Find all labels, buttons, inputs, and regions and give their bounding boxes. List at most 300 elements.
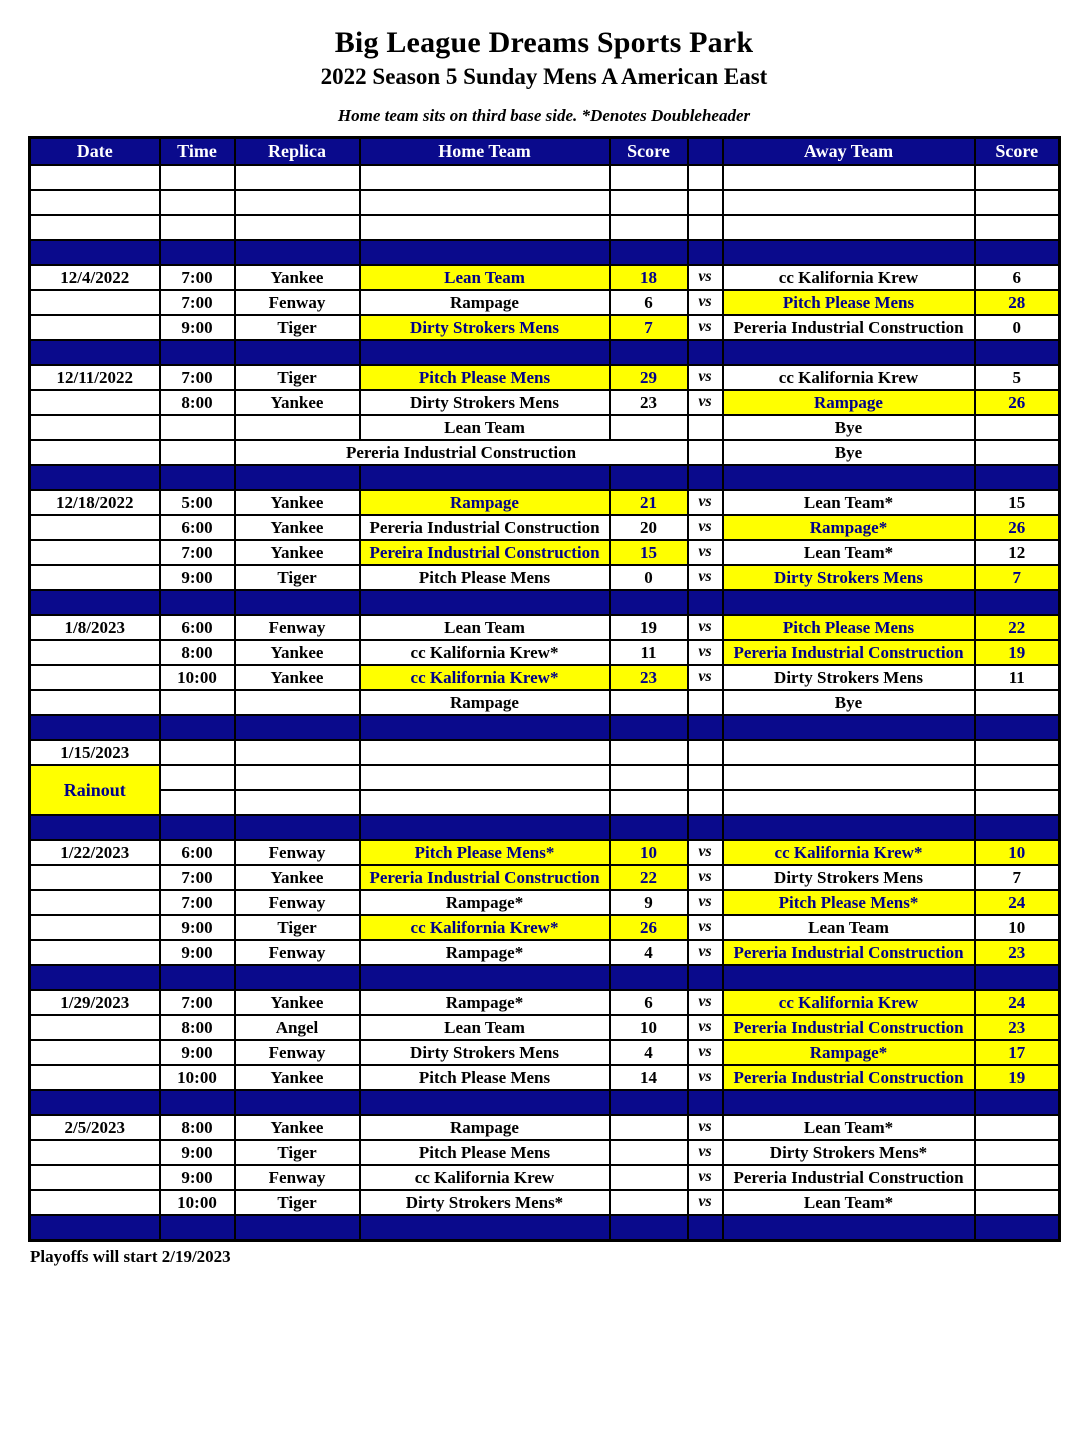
away-team-cell: Pereria Industrial Construction [723, 640, 975, 665]
separator-cell [610, 965, 688, 990]
date-cell [30, 565, 160, 590]
time-cell: 9:00 [160, 315, 235, 340]
table-row [30, 440, 1060, 465]
away-score-cell: 19 [975, 1065, 1060, 1090]
away-team-cell: Lean Team* [723, 540, 975, 565]
away-score-cell: 11 [975, 665, 1060, 690]
replica-cell: Tiger [235, 315, 360, 340]
separator-cell [30, 590, 160, 615]
replica-cell: Yankee [235, 390, 360, 415]
table-row [30, 1065, 1060, 1090]
replica-cell: Tiger [235, 915, 360, 940]
away-score-cell: 24 [975, 890, 1060, 915]
vs-cell: vs [688, 515, 723, 540]
table-row [30, 365, 1060, 390]
time-cell: 7:00 [160, 265, 235, 290]
separator-cell [360, 240, 610, 265]
home-score-cell: 10 [610, 840, 688, 865]
separator-cell [723, 465, 975, 490]
separator-cell [688, 1090, 723, 1115]
empty-cell [975, 765, 1060, 790]
home-score-cell: 6 [610, 990, 688, 1015]
vs-cell: vs [688, 1190, 723, 1215]
home-team-cell: Pereira Industrial Construction [360, 540, 610, 565]
time-cell: 7:00 [160, 540, 235, 565]
vs-cell [688, 740, 723, 765]
separator-cell [975, 1090, 1060, 1115]
away-score-cell: 5 [975, 365, 1060, 390]
table-row [30, 540, 1060, 565]
home-score-cell: 11 [610, 640, 688, 665]
home-score-cell [610, 1165, 688, 1190]
table-header-row [30, 138, 1060, 166]
separator-cell [160, 715, 235, 740]
vs-cell: vs [688, 390, 723, 415]
table-row [30, 915, 1060, 940]
vs-cell: vs [688, 1165, 723, 1190]
date-cell [30, 315, 160, 340]
away-score-cell: 17 [975, 1040, 1060, 1065]
home-score-cell: 20 [610, 515, 688, 540]
empty-cell [723, 790, 975, 815]
table-row [30, 790, 1060, 815]
column-header-score: Score [975, 138, 1060, 166]
table-row [30, 640, 1060, 665]
vs-cell: vs [688, 940, 723, 965]
home-score-cell: 7 [610, 315, 688, 340]
away-score-cell: 7 [975, 865, 1060, 890]
replica-cell: Yankee [235, 990, 360, 1015]
table-row [30, 565, 1060, 590]
time-cell: 9:00 [160, 915, 235, 940]
home-team-cell: Rampage [360, 1115, 610, 1140]
separator-cell [235, 965, 360, 990]
vs-cell: vs [688, 640, 723, 665]
time-cell: 7:00 [160, 290, 235, 315]
separator-cell [160, 965, 235, 990]
vs-cell: vs [688, 565, 723, 590]
empty-cell [610, 790, 688, 815]
date-cell: 12/11/2022 [30, 365, 160, 390]
table-row [30, 340, 1060, 365]
home-team-cell: cc Kalifornia Krew* [360, 640, 610, 665]
home-score-cell [610, 1140, 688, 1165]
time-cell: 9:00 [160, 940, 235, 965]
table-row [30, 1090, 1060, 1115]
table-row [30, 1015, 1060, 1040]
empty-cell [160, 765, 235, 790]
vs-cell: vs [688, 265, 723, 290]
home-team-cell: Dirty Strokers Mens [360, 1040, 610, 1065]
separator-cell [723, 965, 975, 990]
time-cell: 9:00 [160, 565, 235, 590]
vs-cell: vs [688, 615, 723, 640]
home-team-cell [360, 215, 610, 240]
home-team-cell: Rampage* [360, 990, 610, 1015]
away-score-cell: 7 [975, 565, 1060, 590]
time-cell: 9:00 [160, 1040, 235, 1065]
away-team-cell: cc Kalifornia Krew [723, 265, 975, 290]
away-score-cell: 10 [975, 915, 1060, 940]
vs-cell: vs [688, 915, 723, 940]
table-row [30, 165, 1060, 190]
column-header-date: Date [30, 138, 160, 166]
date-cell [30, 890, 160, 915]
table-row [30, 190, 1060, 215]
vs-cell: vs [688, 990, 723, 1015]
separator-cell [235, 715, 360, 740]
table-row [30, 1215, 1060, 1241]
away-score-cell: 15 [975, 490, 1060, 515]
table-row [30, 290, 1060, 315]
away-score-cell: 26 [975, 515, 1060, 540]
time-cell [160, 440, 235, 465]
replica-cell [235, 190, 360, 215]
separator-cell [235, 590, 360, 615]
home-team-cell [360, 190, 610, 215]
away-score-cell [975, 1140, 1060, 1165]
time-cell [160, 690, 235, 715]
time-cell: 8:00 [160, 1115, 235, 1140]
away-team-cell [723, 190, 975, 215]
time-cell: 7:00 [160, 890, 235, 915]
table-row [30, 765, 1060, 790]
time-cell: 6:00 [160, 615, 235, 640]
separator-cell [688, 715, 723, 740]
separator-cell [723, 715, 975, 740]
vs-cell: vs [688, 540, 723, 565]
home-team-cell: Lean Team [360, 265, 610, 290]
page-title: Big League Dreams Sports Park [334, 26, 754, 59]
vs-cell: vs [688, 290, 723, 315]
replica-cell: Fenway [235, 615, 360, 640]
vs-cell [688, 190, 723, 215]
separator-cell [235, 240, 360, 265]
home-score-cell [610, 215, 688, 240]
date-cell: 1/22/2023 [30, 840, 160, 865]
replica-cell [235, 415, 360, 440]
empty-cell [360, 765, 610, 790]
separator-cell [975, 715, 1060, 740]
separator-cell [975, 965, 1060, 990]
vs-cell: vs [688, 1065, 723, 1090]
table-row [30, 590, 1060, 615]
schedule-table [28, 136, 1061, 1242]
empty-cell [360, 790, 610, 815]
time-cell: 7:00 [160, 990, 235, 1015]
home-team-cell: Lean Team [360, 1015, 610, 1040]
date-cell [30, 665, 160, 690]
away-team-cell [723, 215, 975, 240]
home-score-cell: 23 [610, 390, 688, 415]
vs-cell: vs [688, 890, 723, 915]
empty-cell [235, 765, 360, 790]
home-team-cell: Dirty Strokers Mens [360, 315, 610, 340]
away-score-cell [975, 190, 1060, 215]
time-cell: 6:00 [160, 515, 235, 540]
separator-cell [160, 340, 235, 365]
time-cell: 10:00 [160, 665, 235, 690]
away-team-cell: Pereria Industrial Construction [723, 315, 975, 340]
separator-cell [30, 240, 160, 265]
home-score-cell: 18 [610, 265, 688, 290]
table-row [30, 715, 1060, 740]
away-score-cell: 12 [975, 540, 1060, 565]
replica-cell: Fenway [235, 890, 360, 915]
replica-cell [235, 690, 360, 715]
away-score-cell: 6 [975, 265, 1060, 290]
home-score-cell [610, 1115, 688, 1140]
time-cell [160, 215, 235, 240]
date-cell: 1/8/2023 [30, 615, 160, 640]
separator-cell [360, 590, 610, 615]
away-score-cell [975, 1190, 1060, 1215]
separator-cell [160, 240, 235, 265]
separator-cell [688, 1215, 723, 1241]
table-row [30, 1040, 1060, 1065]
table-row [30, 865, 1060, 890]
home-score-cell: 22 [610, 865, 688, 890]
separator-cell [723, 815, 975, 840]
time-cell: 5:00 [160, 490, 235, 515]
away-team-cell: Lean Team* [723, 1190, 975, 1215]
date-cell [30, 290, 160, 315]
table-row [30, 740, 1060, 765]
column-header-away-team: Away Team [723, 138, 975, 166]
table-row [30, 990, 1060, 1015]
playoffs-note: Playoffs will start 2/19/2023 [30, 1247, 231, 1266]
replica-cell: Yankee [235, 490, 360, 515]
separator-cell [160, 590, 235, 615]
away-score-cell [975, 1115, 1060, 1140]
vs-cell: vs [688, 365, 723, 390]
separator-cell [688, 340, 723, 365]
home-team-cell: Dirty Strokers Mens* [360, 1190, 610, 1215]
away-team-cell: cc Kalifornia Krew [723, 365, 975, 390]
away-team-cell: Rampage* [723, 515, 975, 540]
separator-cell [160, 815, 235, 840]
date-cell [30, 915, 160, 940]
home-team-cell: Rampage [360, 690, 610, 715]
away-score-cell [975, 440, 1060, 465]
date-cell [30, 390, 160, 415]
replica-cell: Tiger [235, 365, 360, 390]
date-cell [30, 215, 160, 240]
away-team-cell: Rampage [723, 390, 975, 415]
separator-cell [360, 465, 610, 490]
replica-cell: Angel [235, 1015, 360, 1040]
home-team-cell: cc Kalifornia Krew* [360, 665, 610, 690]
table-row [30, 515, 1060, 540]
separator-cell [30, 1215, 160, 1241]
separator-cell [235, 1215, 360, 1241]
time-cell: 10:00 [160, 1190, 235, 1215]
vs-cell: vs [688, 1140, 723, 1165]
separator-cell [360, 815, 610, 840]
replica-cell [235, 165, 360, 190]
vs-cell [688, 165, 723, 190]
replica-cell: Fenway [235, 290, 360, 315]
table-row [30, 965, 1060, 990]
time-cell: 8:00 [160, 390, 235, 415]
away-team-cell: Pereria Industrial Construction [723, 1165, 975, 1190]
replica-cell [235, 215, 360, 240]
time-cell: 8:00 [160, 640, 235, 665]
separator-cell [610, 590, 688, 615]
away-team-cell: Pitch Please Mens [723, 615, 975, 640]
separator-cell [975, 240, 1060, 265]
column-header-home-team: Home Team [360, 138, 610, 166]
date-cell: 2/5/2023 [30, 1115, 160, 1140]
home-score-cell [610, 190, 688, 215]
separator-cell [723, 1090, 975, 1115]
replica-cell: Yankee [235, 540, 360, 565]
time-cell [160, 740, 235, 765]
replica-cell [235, 740, 360, 765]
home-team-cell: Rampage* [360, 890, 610, 915]
separator-cell [30, 965, 160, 990]
separator-cell [688, 965, 723, 990]
vs-cell: vs [688, 315, 723, 340]
home-score-cell: 4 [610, 1040, 688, 1065]
table-row [30, 815, 1060, 840]
date-cell [30, 540, 160, 565]
schedule-document [28, 26, 1060, 1267]
away-team-cell [723, 740, 975, 765]
separator-cell [975, 465, 1060, 490]
separator-cell [723, 340, 975, 365]
table-row [30, 490, 1060, 515]
home-team-cell: Rampage* [360, 940, 610, 965]
separator-cell [975, 1215, 1060, 1241]
date-cell [30, 415, 160, 440]
replica-cell: Yankee [235, 1115, 360, 1140]
home-team-cell: Lean Team [360, 415, 610, 440]
date-cell [30, 690, 160, 715]
date-cell [30, 1065, 160, 1090]
separator-cell [235, 815, 360, 840]
home-team-cell [360, 165, 610, 190]
away-team-cell: Dirty Strokers Mens [723, 665, 975, 690]
empty-cell [688, 765, 723, 790]
page-subtitle: 2022 Season 5 Sunday Mens A American East [320, 64, 768, 89]
separator-cell [975, 815, 1060, 840]
separator-cell [30, 1090, 160, 1115]
empty-cell [723, 765, 975, 790]
replica-cell: Fenway [235, 940, 360, 965]
column-header-time: Time [160, 138, 235, 166]
away-team-cell: Lean Team* [723, 490, 975, 515]
column-header-score: Score [610, 138, 688, 166]
separator-cell [610, 240, 688, 265]
home-score-cell: 4 [610, 940, 688, 965]
away-score-cell: 24 [975, 990, 1060, 1015]
home-team-cell [360, 740, 610, 765]
separator-cell [975, 590, 1060, 615]
home-team-cell: cc Kalifornia Krew* [360, 915, 610, 940]
separator-cell [160, 465, 235, 490]
column-header-vs [688, 138, 723, 166]
date-cell: 12/18/2022 [30, 490, 160, 515]
home-score-cell [610, 1190, 688, 1215]
date-cell [30, 440, 160, 465]
away-team-cell: Pereria Industrial Construction [723, 1015, 975, 1040]
vs-cell [688, 415, 723, 440]
away-team-cell: Dirty Strokers Mens [723, 565, 975, 590]
table-row [30, 1165, 1060, 1190]
replica-cell: Yankee [235, 1065, 360, 1090]
home-score-cell: 9 [610, 890, 688, 915]
table-row [30, 240, 1060, 265]
date-cell [30, 1040, 160, 1065]
away-team-cell: Pereria Industrial Construction [723, 1065, 975, 1090]
time-cell: 10:00 [160, 1065, 235, 1090]
table-row [30, 315, 1060, 340]
away-team-cell [723, 165, 975, 190]
home-score-cell: 19 [610, 615, 688, 640]
home-team-cell: Pereria Industrial Construction [235, 440, 688, 465]
time-cell: 7:00 [160, 865, 235, 890]
vs-cell: vs [688, 840, 723, 865]
table-row [30, 940, 1060, 965]
away-score-cell: 26 [975, 390, 1060, 415]
separator-cell [723, 590, 975, 615]
home-team-cell: Pitch Please Mens* [360, 840, 610, 865]
away-team-cell: Pitch Please Mens* [723, 890, 975, 915]
date-cell [30, 515, 160, 540]
column-header-replica: Replica [235, 138, 360, 166]
vs-cell [688, 690, 723, 715]
away-score-cell [975, 165, 1060, 190]
away-score-cell: 28 [975, 290, 1060, 315]
replica-cell: Tiger [235, 565, 360, 590]
date-cell [30, 640, 160, 665]
date-cell [30, 940, 160, 965]
empty-cell [235, 790, 360, 815]
time-cell: 6:00 [160, 840, 235, 865]
home-score-cell: 10 [610, 1015, 688, 1040]
away-team-cell: cc Kalifornia Krew [723, 990, 975, 1015]
away-team-cell: Dirty Strokers Mens* [723, 1140, 975, 1165]
home-score-cell [610, 690, 688, 715]
home-score-cell: 15 [610, 540, 688, 565]
table-row [30, 1190, 1060, 1215]
home-team-cell: Dirty Strokers Mens [360, 390, 610, 415]
vs-cell: vs [688, 1040, 723, 1065]
separator-cell [688, 240, 723, 265]
away-score-cell: 23 [975, 940, 1060, 965]
away-score-cell: 0 [975, 315, 1060, 340]
home-team-cell: Rampage [360, 490, 610, 515]
separator-cell [610, 1090, 688, 1115]
home-score-cell [610, 165, 688, 190]
home-score-cell: 29 [610, 365, 688, 390]
separator-cell [688, 815, 723, 840]
away-team-cell: Pitch Please Mens [723, 290, 975, 315]
away-score-cell [975, 740, 1060, 765]
separator-cell [360, 715, 610, 740]
separator-cell [610, 815, 688, 840]
away-team-cell: Dirty Strokers Mens [723, 865, 975, 890]
separator-cell [30, 815, 160, 840]
away-score-cell: 23 [975, 1015, 1060, 1040]
table-row [30, 840, 1060, 865]
replica-cell: Yankee [235, 265, 360, 290]
home-score-cell [610, 740, 688, 765]
replica-cell: Tiger [235, 1190, 360, 1215]
separator-cell [688, 465, 723, 490]
replica-cell: Yankee [235, 865, 360, 890]
